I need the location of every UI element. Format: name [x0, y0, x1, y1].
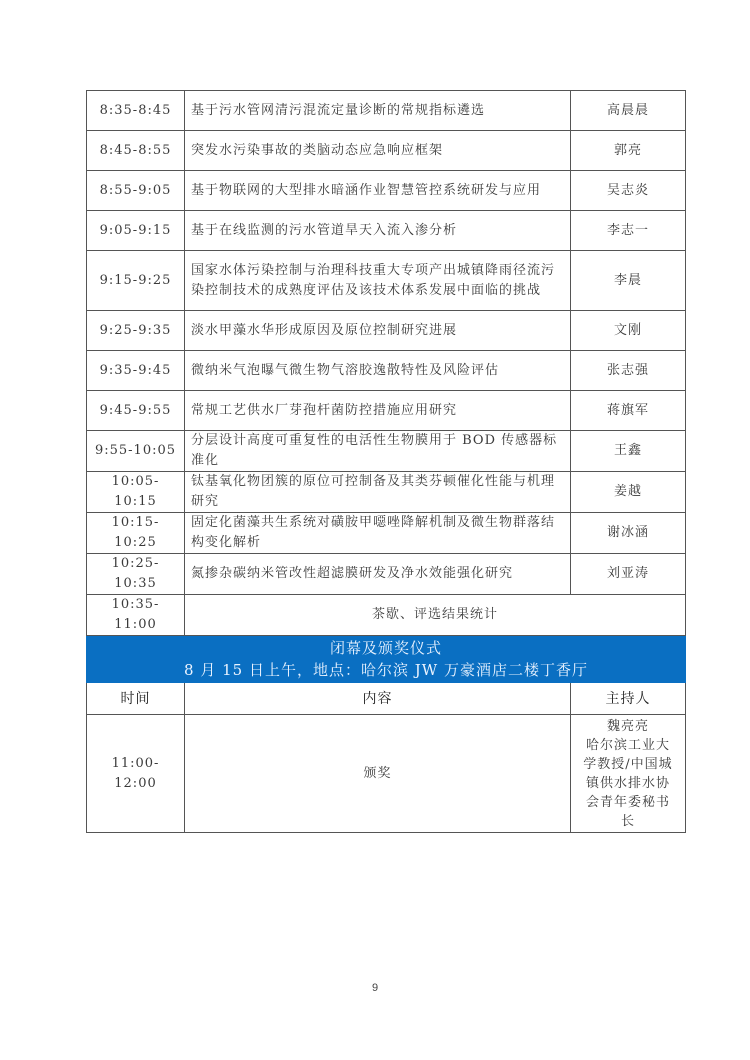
session-row	[87, 171, 686, 211]
session-title: 常规工艺供水厂芽孢杆菌防控措施应用研究	[185, 391, 571, 431]
session-speaker: 高晨晨	[571, 91, 686, 131]
session-row	[87, 554, 686, 595]
section-banner	[87, 636, 686, 683]
session-time: 9:25-9:35	[87, 311, 185, 351]
session-title: 分层设计高度可重复性的电活性生物膜用于 BOD 传感器标准化	[185, 431, 571, 472]
session-time: 10:15-10:25	[87, 513, 185, 554]
schedule-table	[86, 90, 686, 833]
session-time: 9:45-9:55	[87, 391, 185, 431]
session-title: 基于在线监测的污水管道旱天入流入渗分析	[185, 211, 571, 251]
session-speaker: 姜越	[571, 472, 686, 513]
session-title: 氮掺杂碳纳米管改性超滤膜研发及净水效能强化研究	[185, 554, 571, 595]
session-speaker: 李志一	[571, 211, 686, 251]
session-speaker: 吴志炎	[571, 171, 686, 211]
header-row	[87, 683, 686, 715]
session-row	[87, 513, 686, 554]
session-speaker: 李晨	[571, 251, 686, 311]
session-time: 8:35-8:45	[87, 91, 185, 131]
session-time: 10:05-10:15	[87, 472, 185, 513]
session-time: 9:55-10:05	[87, 431, 185, 472]
header-host: 主持人	[571, 683, 686, 715]
session-title: 微纳米气泡曝气微生物气溶胶逸散特性及风险评估	[185, 351, 571, 391]
closing-host	[571, 715, 686, 833]
session-speaker: 王鑫	[571, 431, 686, 472]
session-title: 国家水体污染控制与治理科技重大专项产出城镇降雨径流污染控制技术的成熟度评估及该技术体系发展中面临的挑战	[185, 251, 571, 311]
session-time: 10:25-10:35	[87, 554, 185, 595]
page-number: 9	[371, 982, 379, 994]
session-title: 钛基氧化物团簇的原位可控制备及其类芬顿催化性能与机理研究	[185, 472, 571, 513]
session-speaker: 蒋旗军	[571, 391, 686, 431]
session-title: 基于物联网的大型排水暗涵作业智慧管控系统研发与应用	[185, 171, 571, 211]
session-title: 基于污水管网清污混流定量诊断的常规指标遴选	[185, 91, 571, 131]
closing-content: 颁奖	[185, 715, 571, 833]
session-speaker: 刘亚涛	[571, 554, 686, 595]
break-time: 10:35-11:00	[87, 595, 185, 636]
host-line: 镇供水排水协	[585, 775, 670, 791]
session-time: 8:55-9:05	[87, 171, 185, 211]
section-subtitle: 8 月 15 日上午，地点：哈尔滨 JW 万豪酒店二楼丁香厅	[184, 661, 588, 679]
session-time: 9:35-9:45	[87, 351, 185, 391]
session-time: 8:45-8:55	[87, 131, 185, 171]
session-row	[87, 431, 686, 472]
header-time: 时间	[87, 683, 185, 715]
closing-row	[87, 715, 686, 833]
session-row	[87, 311, 686, 351]
session-row	[87, 391, 686, 431]
section-title: 闭幕及颁奖仪式	[329, 639, 442, 657]
break-content: 茶歇、评选结果统计	[185, 595, 686, 636]
break-row	[87, 595, 686, 636]
session-row	[87, 251, 686, 311]
session-speaker: 郭亮	[571, 131, 686, 171]
session-speaker: 张志强	[571, 351, 686, 391]
session-title: 淡水甲藻水华形成原因及原位控制研究进展	[185, 311, 571, 351]
session-speaker: 谢冰涵	[571, 513, 686, 554]
session-speaker: 文刚	[571, 311, 686, 351]
session-row	[87, 131, 686, 171]
host-line: 学教授/中国城	[583, 756, 673, 772]
session-title: 固定化菌藻共生系统对磺胺甲噁唑降解机制及微生物群落结构变化解析	[185, 513, 571, 554]
closing-time: 11:00-12:00	[87, 715, 185, 833]
host-line: 会青年委秘书	[585, 794, 670, 810]
schedule-body	[87, 91, 686, 833]
session-row	[87, 211, 686, 251]
host-line: 魏亮亮	[606, 718, 649, 734]
session-time: 9:15-9:25	[87, 251, 185, 311]
header-content: 内容	[185, 683, 571, 715]
session-row	[87, 351, 686, 391]
session-time: 9:05-9:15	[87, 211, 185, 251]
session-title: 突发水污染事故的类脑动态应急响应框架	[185, 131, 571, 171]
session-row	[87, 472, 686, 513]
host-line: 长	[620, 813, 635, 829]
host-line: 哈尔滨工业大	[585, 737, 670, 753]
session-row	[87, 91, 686, 131]
